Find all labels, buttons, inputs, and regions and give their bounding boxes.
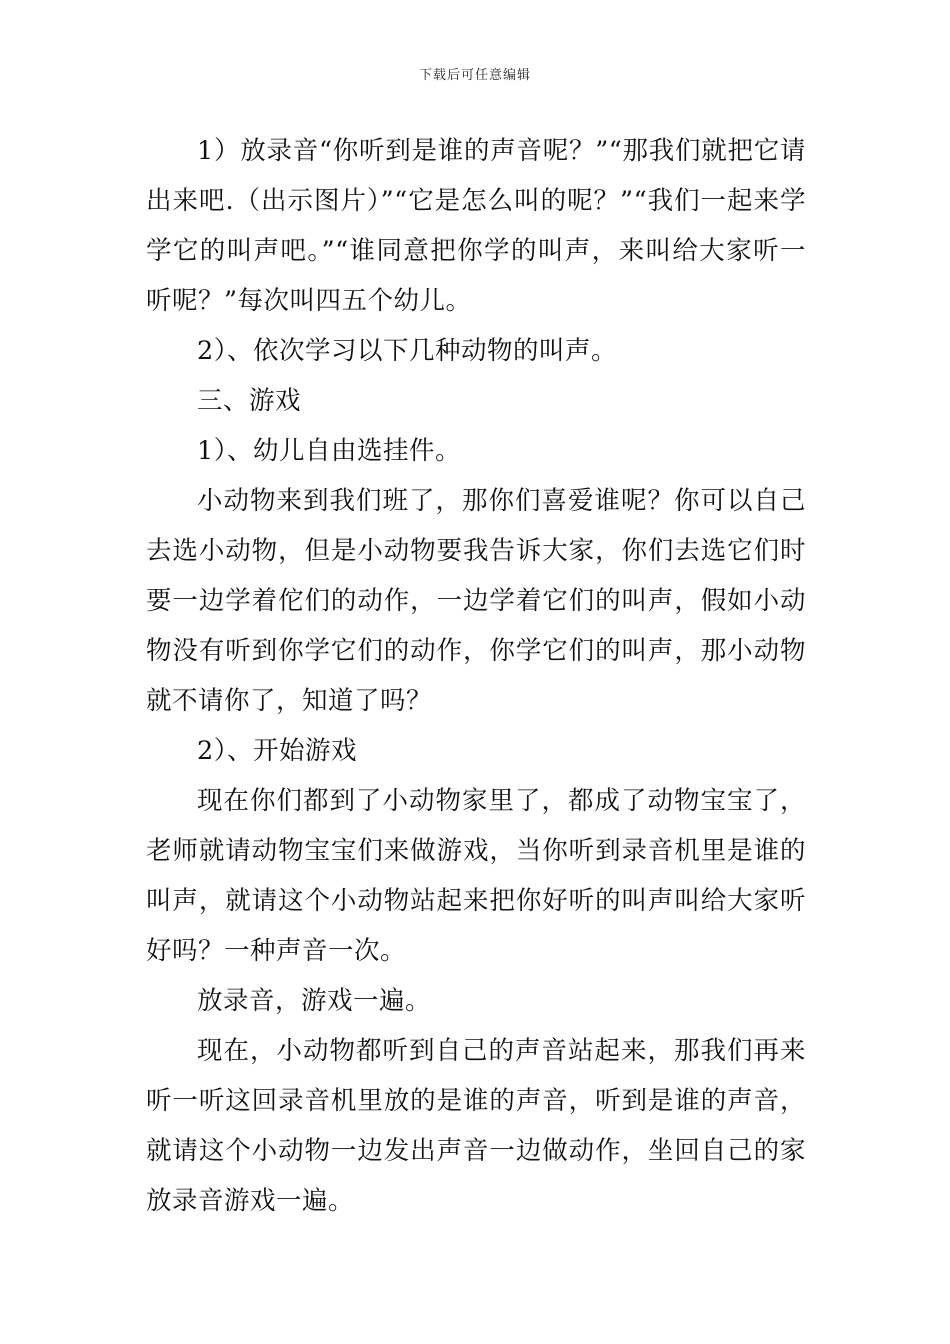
page-header: 下载后可任意编辑 — [418, 68, 531, 83]
paragraph-choose-pendant: 1）、幼儿自由选挂件。 — [197, 436, 461, 466]
paragraph-play-recording: 1）放录音“你听到是谁的声音呢？”“那我们就把它请出来吧.（出示图片）”“它是怎么叫的呢？”“我们一起来学学它的叫声吧。”“谁同意把你学的叫声，来叫给大家听一听呢？”每次叫四五个幼儿。 — [146, 136, 806, 316]
section-heading-game: 三、游戏 — [197, 386, 302, 416]
paragraph-learn-sounds: 2）、依次学习以下几种动物的叫声。 — [197, 336, 617, 366]
paragraph-animals-arrive: 小动物来到我们班了，那你们喜爱谁呢？你可以自己去选小动物，但是小动物要我告诉大家，你们去选它们时要一边学着佗们的动作，一边学着它们的叫声，假如小动物没有听到你学它们的动作，你学它们的叫声，那小动物就不请你了，知道了吗？ — [146, 486, 806, 716]
paragraph-animal-babies: 现在你们都到了小动物家里了，都成了动物宝宝了，老师就请动物宝宝们来做游戏，当你听到录音机里是谁的叫声，就请这个小动物站起来把你好听的叫声叫给大家听好吗？一种声音一次。 — [146, 786, 806, 966]
paragraph-play-once: 放录音，游戏一遍。 — [197, 986, 432, 1016]
paragraph-return-home: 现在，小动物都听到自己的声音站起来，那我们再来听一听这回录音机里放的是谁的声音，听到是谁的声音，就请这个小动物一边发出声音一边做动作，坐回自己的家放录音游戏一遍。 — [146, 1036, 806, 1216]
paragraph-start-game: 2）、开始游戏 — [197, 736, 357, 766]
document-body — [146, 126, 806, 1226]
